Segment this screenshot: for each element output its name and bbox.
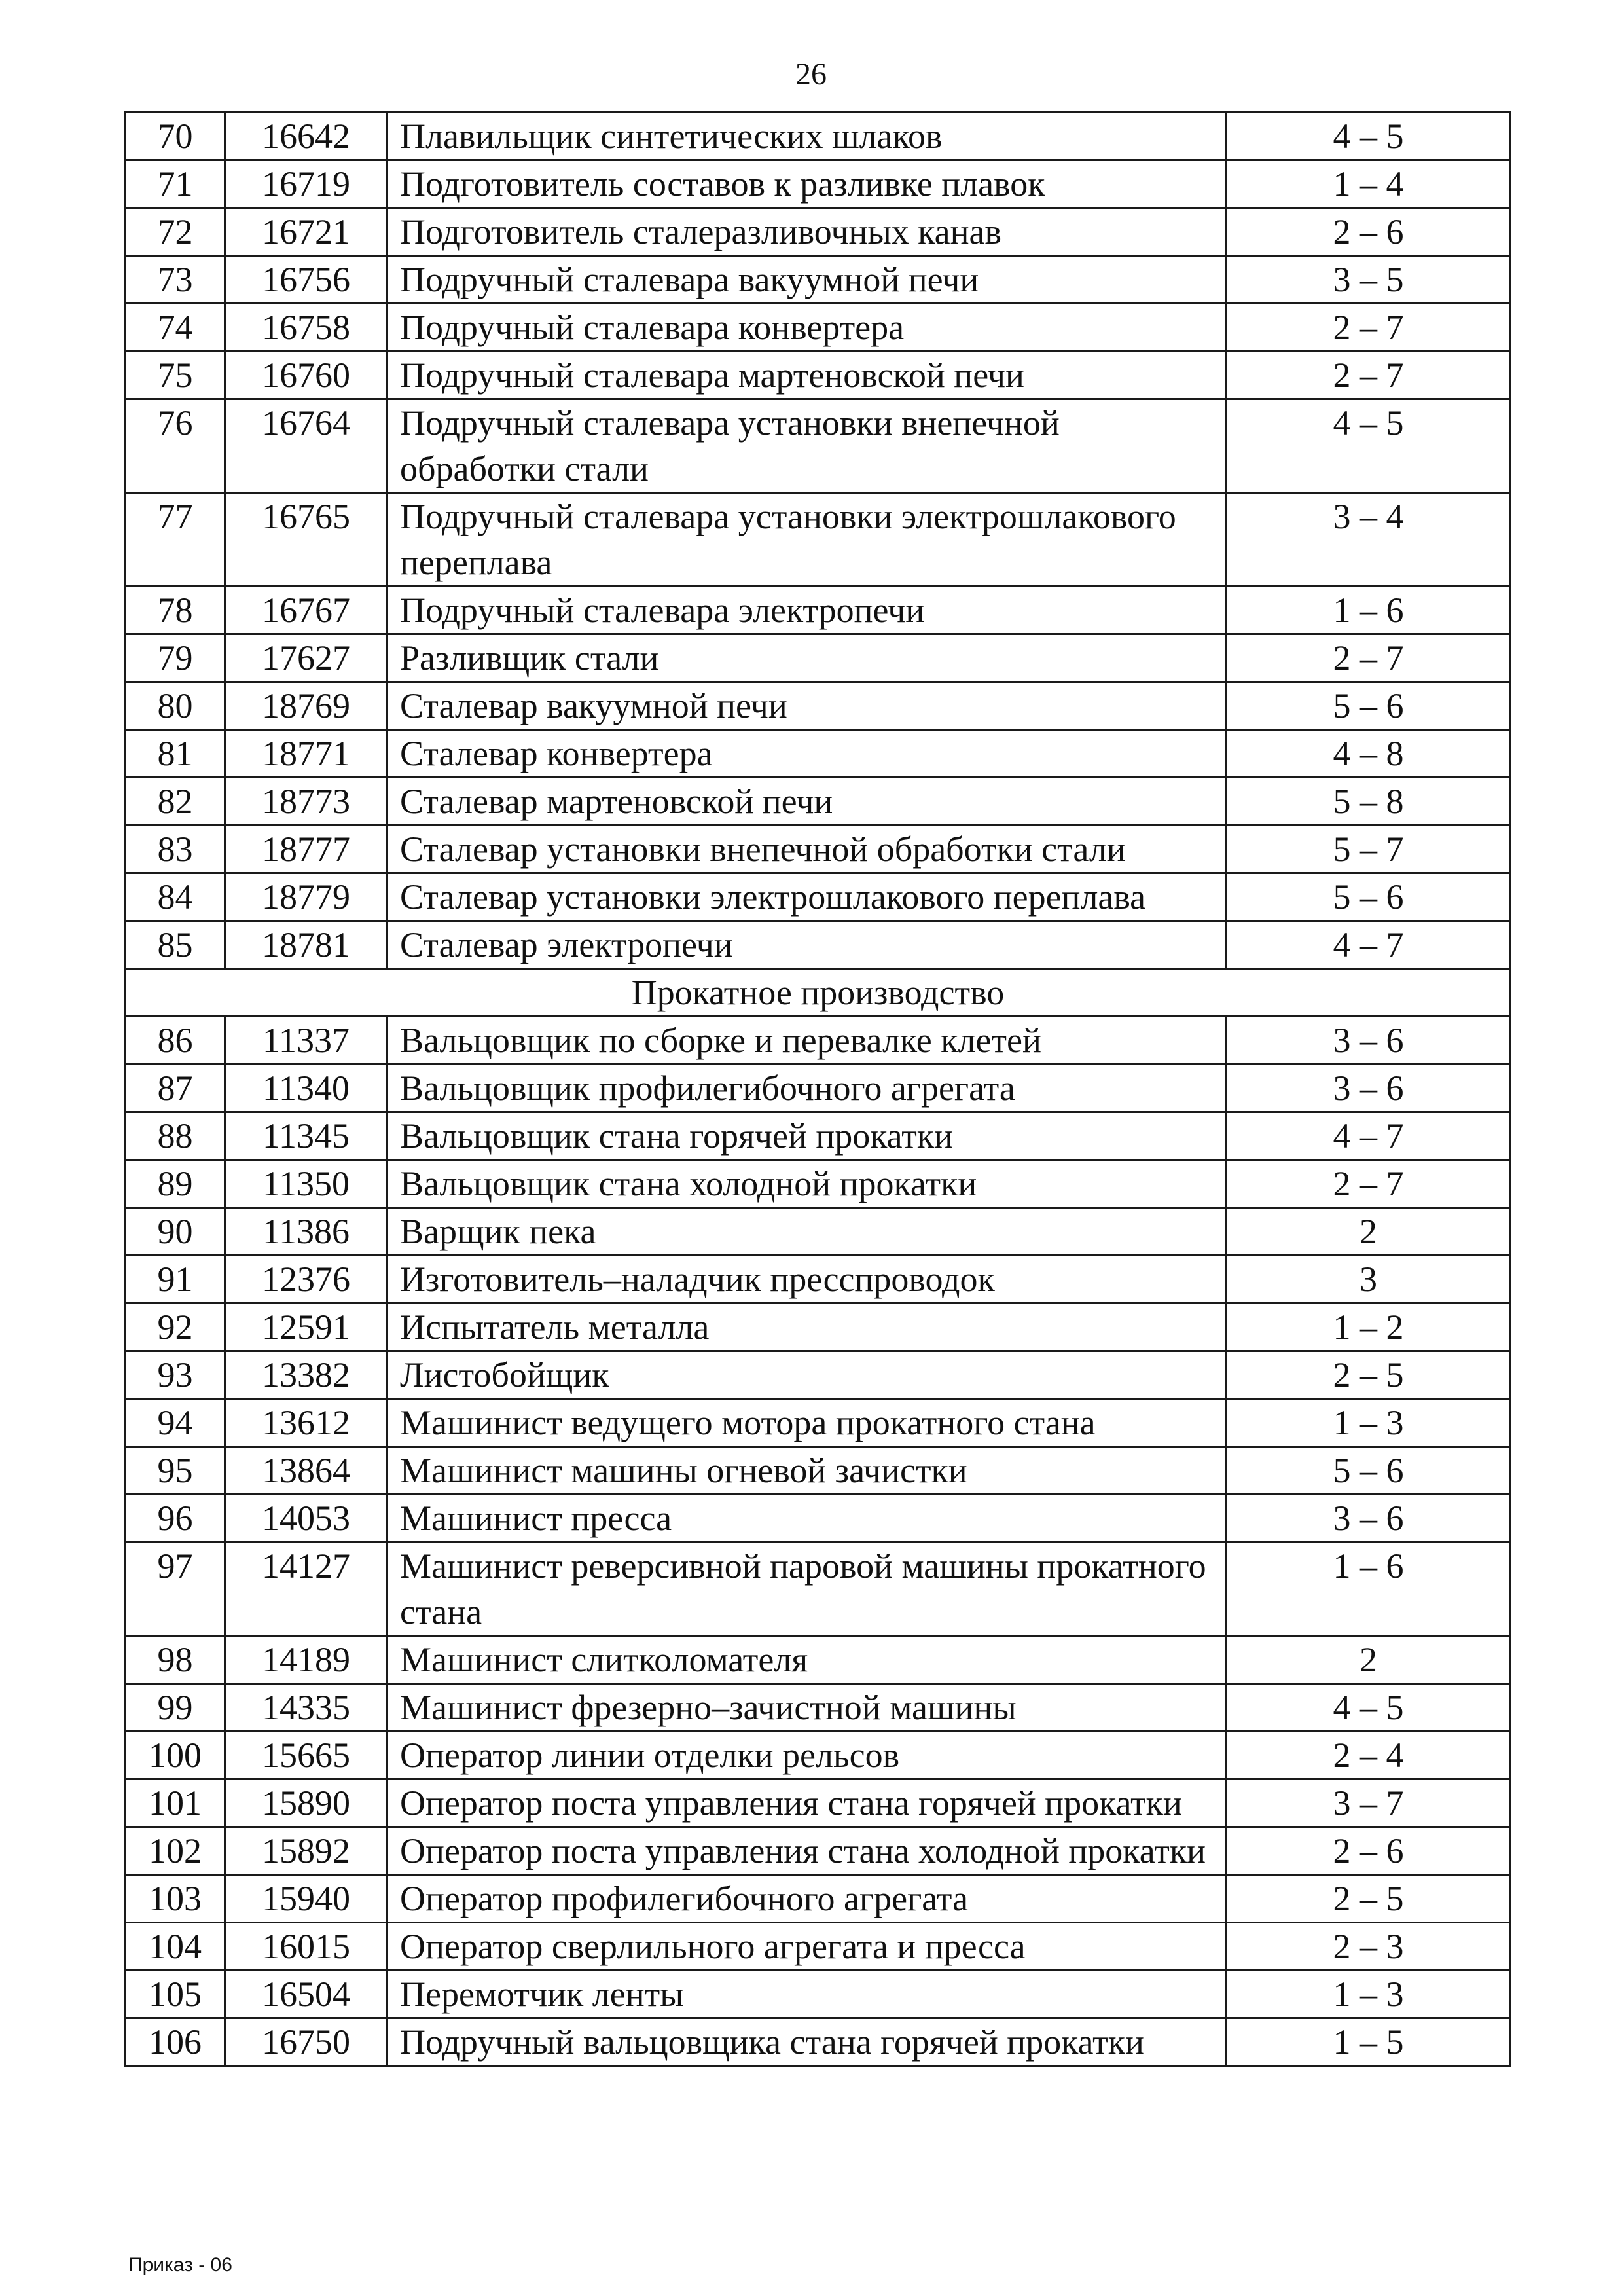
grade-range-cell: 5 – 6 bbox=[1227, 682, 1511, 730]
grade-range-cell: 2 bbox=[1227, 1208, 1511, 1256]
grade-range-cell: 4 – 8 bbox=[1227, 730, 1511, 778]
profession-name-cell: Испытатель металла bbox=[387, 1303, 1227, 1351]
profession-code-cell: 12591 bbox=[225, 1303, 387, 1351]
grade-range-cell: 3 – 5 bbox=[1227, 256, 1511, 304]
section-header-row bbox=[126, 969, 1511, 1017]
professions-table-body bbox=[126, 113, 1511, 2066]
table-row bbox=[126, 1303, 1511, 1351]
row-number-cell: 88 bbox=[126, 1112, 225, 1160]
profession-code-cell: 11337 bbox=[225, 1017, 387, 1065]
table-row bbox=[126, 1112, 1511, 1160]
row-number-cell: 90 bbox=[126, 1208, 225, 1256]
profession-code-cell: 11345 bbox=[225, 1112, 387, 1160]
grade-range-cell: 5 – 7 bbox=[1227, 826, 1511, 873]
row-number-cell: 100 bbox=[126, 1732, 225, 1779]
table-row bbox=[126, 352, 1511, 399]
grade-range-cell: 3 – 6 bbox=[1227, 1495, 1511, 1542]
profession-name-cell: Вальцовщик стана холодной прокатки bbox=[387, 1160, 1227, 1208]
grade-range-cell: 2 – 4 bbox=[1227, 1732, 1511, 1779]
profession-name-cell: Подручный сталевара конвертера bbox=[387, 304, 1227, 352]
row-number-cell: 97 bbox=[126, 1542, 225, 1636]
grade-range-cell: 4 – 7 bbox=[1227, 1112, 1511, 1160]
profession-name-cell: Сталевар мартеновской печи bbox=[387, 778, 1227, 826]
row-number-cell: 79 bbox=[126, 634, 225, 682]
profession-code-cell: 13612 bbox=[225, 1399, 387, 1447]
profession-code-cell: 18773 bbox=[225, 778, 387, 826]
profession-code-cell: 15940 bbox=[225, 1875, 387, 1923]
profession-name-cell: Вальцовщик профилегибочного агрегата bbox=[387, 1065, 1227, 1112]
profession-name-cell: Разливщик стали bbox=[387, 634, 1227, 682]
profession-code-cell: 16767 bbox=[225, 587, 387, 634]
profession-name-cell: Сталевар электропечи bbox=[387, 921, 1227, 969]
profession-code-cell: 17627 bbox=[225, 634, 387, 682]
profession-code-cell: 14335 bbox=[225, 1684, 387, 1732]
table-row bbox=[126, 1779, 1511, 1827]
row-number-cell: 92 bbox=[126, 1303, 225, 1351]
profession-name-cell: Машинист фрезерно–зачистной машины bbox=[387, 1684, 1227, 1732]
grade-range-cell: 1 – 6 bbox=[1227, 587, 1511, 634]
grade-range-cell: 3 – 6 bbox=[1227, 1017, 1511, 1065]
grade-range-cell: 1 – 5 bbox=[1227, 2018, 1511, 2066]
table-row bbox=[126, 1732, 1511, 1779]
table-row bbox=[126, 1447, 1511, 1495]
profession-code-cell: 11386 bbox=[225, 1208, 387, 1256]
row-number-cell: 101 bbox=[126, 1779, 225, 1827]
grade-range-cell: 5 – 6 bbox=[1227, 1447, 1511, 1495]
profession-code-cell: 15892 bbox=[225, 1827, 387, 1875]
profession-name-cell: Подручный сталевара установки электрошлакового переплава bbox=[387, 493, 1227, 587]
profession-code-cell: 16764 bbox=[225, 399, 387, 493]
profession-name-cell: Сталевар установки электрошлакового переплава bbox=[387, 873, 1227, 921]
profession-name-cell: Плавильщик синтетических шлаков bbox=[387, 113, 1227, 160]
profession-name-cell: Листобойщик bbox=[387, 1351, 1227, 1399]
row-number-cell: 91 bbox=[126, 1256, 225, 1303]
grade-range-cell: 1 – 3 bbox=[1227, 1971, 1511, 2018]
row-number-cell: 89 bbox=[126, 1160, 225, 1208]
table-row bbox=[126, 730, 1511, 778]
grade-range-cell: 2 – 6 bbox=[1227, 1827, 1511, 1875]
row-number-cell: 70 bbox=[126, 113, 225, 160]
grade-range-cell: 5 – 6 bbox=[1227, 873, 1511, 921]
table-row bbox=[126, 634, 1511, 682]
profession-code-cell: 13382 bbox=[225, 1351, 387, 1399]
profession-code-cell: 18779 bbox=[225, 873, 387, 921]
row-number-cell: 94 bbox=[126, 1399, 225, 1447]
profession-code-cell: 13864 bbox=[225, 1447, 387, 1495]
row-number-cell: 81 bbox=[126, 730, 225, 778]
profession-code-cell: 16765 bbox=[225, 493, 387, 587]
profession-code-cell: 16756 bbox=[225, 256, 387, 304]
grade-range-cell: 3 – 4 bbox=[1227, 493, 1511, 587]
profession-code-cell: 16642 bbox=[225, 113, 387, 160]
grade-range-cell: 3 bbox=[1227, 1256, 1511, 1303]
row-number-cell: 75 bbox=[126, 352, 225, 399]
profession-code-cell: 16758 bbox=[225, 304, 387, 352]
row-number-cell: 76 bbox=[126, 399, 225, 493]
grade-range-cell: 5 – 8 bbox=[1227, 778, 1511, 826]
profession-name-cell: Машинист реверсивной паровой машины прокатного стана bbox=[387, 1542, 1227, 1636]
table-row bbox=[126, 1160, 1511, 1208]
table-row bbox=[126, 2018, 1511, 2066]
table-row bbox=[126, 208, 1511, 256]
profession-code-cell: 14053 bbox=[225, 1495, 387, 1542]
profession-name-cell: Оператор поста управления стана холодной прокатки bbox=[387, 1827, 1227, 1875]
grade-range-cell: 4 – 7 bbox=[1227, 921, 1511, 969]
row-number-cell: 72 bbox=[126, 208, 225, 256]
grade-range-cell: 2 – 7 bbox=[1227, 352, 1511, 399]
row-number-cell: 96 bbox=[126, 1495, 225, 1542]
row-number-cell: 104 bbox=[126, 1923, 225, 1971]
profession-name-cell: Оператор профилегибочного агрегата bbox=[387, 1875, 1227, 1923]
professions-table bbox=[124, 111, 1511, 2067]
row-number-cell: 86 bbox=[126, 1017, 225, 1065]
table-row bbox=[126, 1208, 1511, 1256]
profession-code-cell: 14127 bbox=[225, 1542, 387, 1636]
row-number-cell: 80 bbox=[126, 682, 225, 730]
row-number-cell: 106 bbox=[126, 2018, 225, 2066]
profession-code-cell: 16721 bbox=[225, 208, 387, 256]
grade-range-cell: 1 – 3 bbox=[1227, 1399, 1511, 1447]
row-number-cell: 95 bbox=[126, 1447, 225, 1495]
row-number-cell: 103 bbox=[126, 1875, 225, 1923]
table-row bbox=[126, 826, 1511, 873]
table-row bbox=[126, 873, 1511, 921]
profession-code-cell: 16504 bbox=[225, 1971, 387, 2018]
grade-range-cell: 3 – 6 bbox=[1227, 1065, 1511, 1112]
table-row bbox=[126, 1636, 1511, 1684]
row-number-cell: 105 bbox=[126, 1971, 225, 2018]
table-row bbox=[126, 1827, 1511, 1875]
table-row bbox=[126, 1542, 1511, 1636]
grade-range-cell: 2 – 5 bbox=[1227, 1351, 1511, 1399]
grade-range-cell: 3 – 7 bbox=[1227, 1779, 1511, 1827]
row-number-cell: 85 bbox=[126, 921, 225, 969]
profession-code-cell: 16719 bbox=[225, 160, 387, 208]
profession-name-cell: Сталевар вакуумной печи bbox=[387, 682, 1227, 730]
grade-range-cell: 4 – 5 bbox=[1227, 399, 1511, 493]
row-number-cell: 93 bbox=[126, 1351, 225, 1399]
row-number-cell: 73 bbox=[126, 256, 225, 304]
table-row bbox=[126, 587, 1511, 634]
profession-name-cell: Оператор линии отделки рельсов bbox=[387, 1732, 1227, 1779]
table-row bbox=[126, 304, 1511, 352]
row-number-cell: 71 bbox=[126, 160, 225, 208]
profession-code-cell: 18777 bbox=[225, 826, 387, 873]
table-row bbox=[126, 921, 1511, 969]
table-row bbox=[126, 1684, 1511, 1732]
footer-label: Приказ - 06 bbox=[128, 2254, 232, 2276]
profession-name-cell: Вальцовщик стана горячей прокатки bbox=[387, 1112, 1227, 1160]
row-number-cell: 102 bbox=[126, 1827, 225, 1875]
row-number-cell: 77 bbox=[126, 493, 225, 587]
grade-range-cell: 2 bbox=[1227, 1636, 1511, 1684]
table-row bbox=[126, 1971, 1511, 2018]
profession-name-cell: Подручный сталевара вакуумной печи bbox=[387, 256, 1227, 304]
table-row bbox=[126, 113, 1511, 160]
profession-name-cell: Оператор сверлильного агрегата и пресса bbox=[387, 1923, 1227, 1971]
profession-name-cell: Машинист пресса bbox=[387, 1495, 1227, 1542]
profession-name-cell: Машинист слитколомателя bbox=[387, 1636, 1227, 1684]
profession-code-cell: 11340 bbox=[225, 1065, 387, 1112]
grade-range-cell: 2 – 7 bbox=[1227, 1160, 1511, 1208]
grade-range-cell: 4 – 5 bbox=[1227, 1684, 1511, 1732]
row-number-cell: 78 bbox=[126, 587, 225, 634]
table-row bbox=[126, 778, 1511, 826]
table-row bbox=[126, 493, 1511, 587]
grade-range-cell: 1 – 6 bbox=[1227, 1542, 1511, 1636]
profession-name-cell: Подручный сталевара установки внепечной обработки стали bbox=[387, 399, 1227, 493]
table-row bbox=[126, 1399, 1511, 1447]
row-number-cell: 99 bbox=[126, 1684, 225, 1732]
row-number-cell: 74 bbox=[126, 304, 225, 352]
profession-name-cell: Сталевар конвертера bbox=[387, 730, 1227, 778]
grade-range-cell: 4 – 5 bbox=[1227, 113, 1511, 160]
grade-range-cell: 2 – 7 bbox=[1227, 634, 1511, 682]
table-row bbox=[126, 256, 1511, 304]
table-row bbox=[126, 1017, 1511, 1065]
table-row bbox=[126, 160, 1511, 208]
table-row bbox=[126, 682, 1511, 730]
grade-range-cell: 2 – 3 bbox=[1227, 1923, 1511, 1971]
profession-name-cell: Подготовитель сталеразливочных канав bbox=[387, 208, 1227, 256]
section-title: Прокатное производство bbox=[126, 969, 1511, 1017]
profession-name-cell: Варщик пека bbox=[387, 1208, 1227, 1256]
row-number-cell: 98 bbox=[126, 1636, 225, 1684]
profession-code-cell: 14189 bbox=[225, 1636, 387, 1684]
grade-range-cell: 1 – 4 bbox=[1227, 160, 1511, 208]
row-number-cell: 87 bbox=[126, 1065, 225, 1112]
grade-range-cell: 2 – 6 bbox=[1227, 208, 1511, 256]
profession-name-cell: Подручный сталевара мартеновской печи bbox=[387, 352, 1227, 399]
table-row bbox=[126, 1923, 1511, 1971]
profession-code-cell: 11350 bbox=[225, 1160, 387, 1208]
grade-range-cell: 2 – 5 bbox=[1227, 1875, 1511, 1923]
row-number-cell: 82 bbox=[126, 778, 225, 826]
table-row bbox=[126, 1875, 1511, 1923]
profession-name-cell: Подручный сталевара электропечи bbox=[387, 587, 1227, 634]
table-row bbox=[126, 1256, 1511, 1303]
profession-name-cell: Изготовитель–наладчик пресспроводок bbox=[387, 1256, 1227, 1303]
profession-name-cell: Подготовитель составов к разливке плавок bbox=[387, 160, 1227, 208]
profession-code-cell: 18781 bbox=[225, 921, 387, 969]
profession-name-cell: Подручный вальцовщика стана горячей прокатки bbox=[387, 2018, 1227, 2066]
profession-code-cell: 18769 bbox=[225, 682, 387, 730]
profession-code-cell: 16015 bbox=[225, 1923, 387, 1971]
row-number-cell: 83 bbox=[126, 826, 225, 873]
table-row bbox=[126, 1495, 1511, 1542]
profession-code-cell: 16750 bbox=[225, 2018, 387, 2066]
profession-name-cell: Оператор поста управления стана горячей прокатки bbox=[387, 1779, 1227, 1827]
profession-code-cell: 12376 bbox=[225, 1256, 387, 1303]
table-row bbox=[126, 1351, 1511, 1399]
profession-code-cell: 15890 bbox=[225, 1779, 387, 1827]
profession-name-cell: Машинист ведущего мотора прокатного стана bbox=[387, 1399, 1227, 1447]
table-row bbox=[126, 1065, 1511, 1112]
profession-name-cell: Вальцовщик по сборке и перевалке клетей bbox=[387, 1017, 1227, 1065]
profession-name-cell: Машинист машины огневой зачистки bbox=[387, 1447, 1227, 1495]
row-number-cell: 84 bbox=[126, 873, 225, 921]
page-number: 26 bbox=[795, 57, 827, 92]
profession-name-cell: Перемотчик ленты bbox=[387, 1971, 1227, 2018]
profession-code-cell: 16760 bbox=[225, 352, 387, 399]
profession-name-cell: Сталевар установки внепечной обработки стали bbox=[387, 826, 1227, 873]
grade-range-cell: 1 – 2 bbox=[1227, 1303, 1511, 1351]
profession-code-cell: 15665 bbox=[225, 1732, 387, 1779]
grade-range-cell: 2 – 7 bbox=[1227, 304, 1511, 352]
table-row bbox=[126, 399, 1511, 493]
profession-code-cell: 18771 bbox=[225, 730, 387, 778]
